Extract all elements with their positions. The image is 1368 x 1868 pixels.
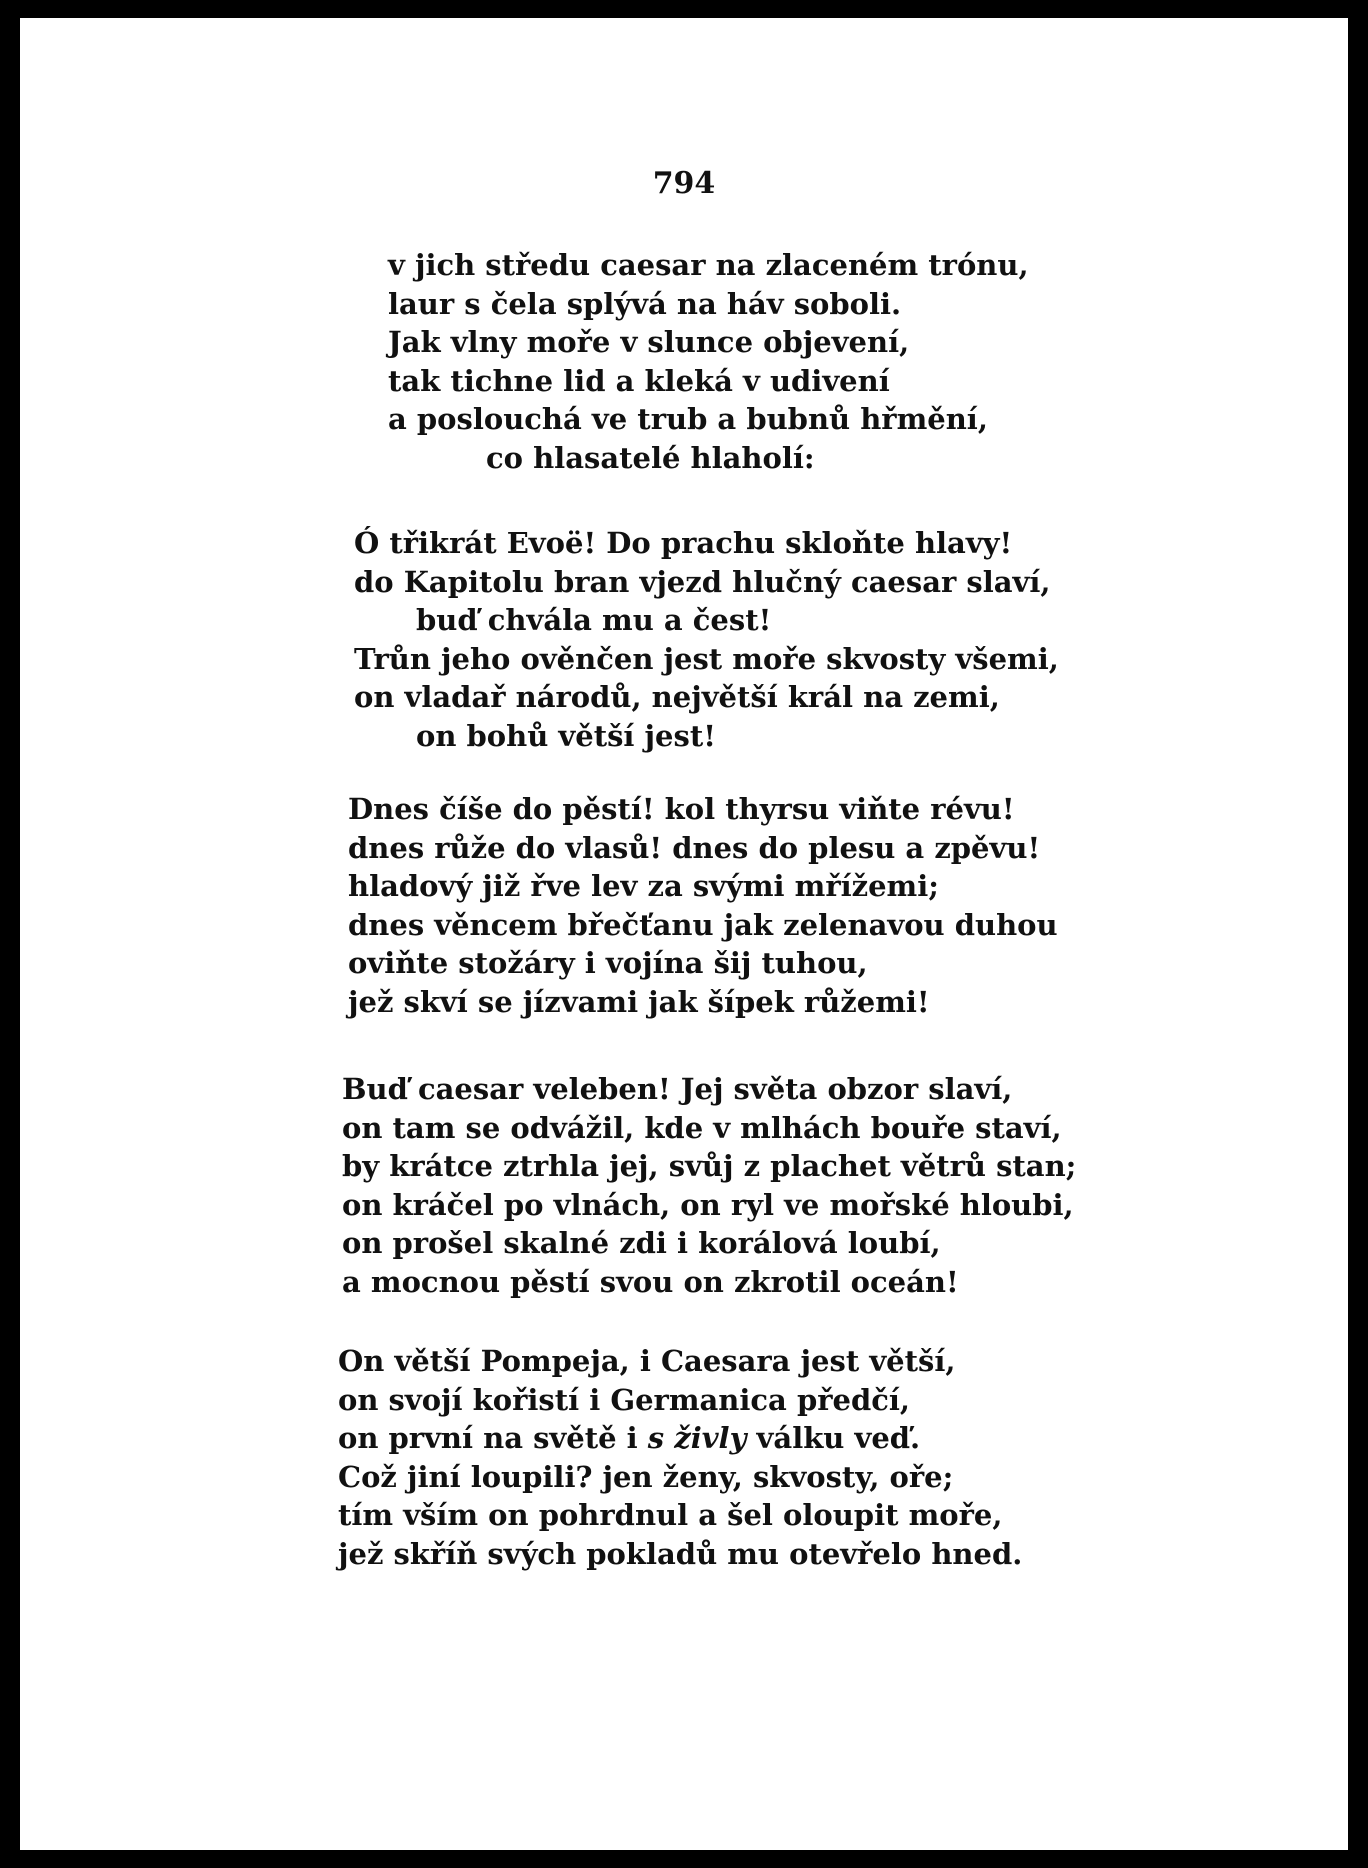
verse-line: on prošel skalné zdi i korálová loubí, [342, 1226, 941, 1260]
verse-line: do Kapitolu bran vjezd hlučný caesar slaví, [354, 564, 1051, 599]
verse-line: a poslouchá ve trub a bubnů hřmění, [388, 402, 988, 436]
stanza-1 [388, 246, 1029, 477]
verse-line: Buď caesar veleben! Jej světa obzor slaví, [342, 1072, 1013, 1106]
verse-line: on kráčel po vlnách, on ryl ve mořské hloubi, [342, 1187, 1074, 1222]
verse-line: On větší Pompeja, i Caesara jest větší, [338, 1344, 956, 1378]
verse-line: Trůn jeho ověnčen jest moře skvosty všemi, [354, 641, 1059, 676]
page-number: 794 [652, 166, 716, 201]
verse-line: v jich středu caesar na zlaceném trónu, [388, 248, 1029, 282]
verse-line: tím vším on pohrdnul a šel oloupit moře, [338, 1498, 1003, 1532]
verse-line: laur s čela splývá na háv soboli. [388, 286, 902, 321]
stanza-2 [354, 524, 1059, 755]
verse-line: Což jiní loupili? jen ženy, skvosty, oře; [338, 1459, 954, 1494]
verse-line: Ó třikrát Evoë! Do prachu skloňte hlavy! [354, 526, 1013, 560]
verse-text: válku veď. [756, 1421, 921, 1455]
verse-line: dnes věncem břečťanu jak zelenavou duhou [348, 907, 1058, 942]
stanza-4 [342, 1070, 1076, 1301]
verse-line: on svojí kořistí i Germanica předčí, [338, 1382, 910, 1417]
verse-line: dnes růže do vlasů! dnes do plesu a zpěvu! [348, 830, 1041, 865]
verse-line: jež skříň svých pokladů mu otevřelo hned. [338, 1536, 1023, 1571]
stanza-5 [338, 1342, 1022, 1573]
verse-line: tak tichne lid a kleká v udivení [388, 363, 890, 398]
verse-line [338, 1419, 1022, 1458]
verse-line: on vladař národů, největší král na zemi, [354, 680, 1000, 714]
verse-line: on bohů větší jest! [416, 718, 716, 753]
verse-line: Jak vlny moře v slunce objevení, [388, 325, 910, 359]
verse-text: on první na světě i [338, 1421, 638, 1455]
verse-line: co hlasatelé hlaholí: [486, 440, 815, 475]
verse-line: on tam se odvážil, kde v mlhách bouře staví, [342, 1110, 1062, 1145]
verse-line: hladový již řve lev za svými mřížemi; [348, 869, 939, 903]
verse-line: buď chvála mu a čest! [416, 603, 772, 637]
stanza-3 [348, 790, 1058, 1021]
book-page [20, 18, 1348, 1850]
verse-line: Dnes číše do pěstí! kol thyrsu viňte révu! [348, 792, 1015, 826]
verse-line: oviňte stožáry i vojína šij tuhou, [348, 946, 868, 980]
verse-line: jež skví se jízvami jak šípek růžemi! [348, 984, 930, 1019]
verse-line: a mocnou pěstí svou on zkrotil oceán! [342, 1264, 959, 1299]
verse-emphasis: s živly [647, 1421, 747, 1455]
verse-line: by krátce ztrhla jej, svůj z plachet větrů stan; [342, 1149, 1077, 1183]
